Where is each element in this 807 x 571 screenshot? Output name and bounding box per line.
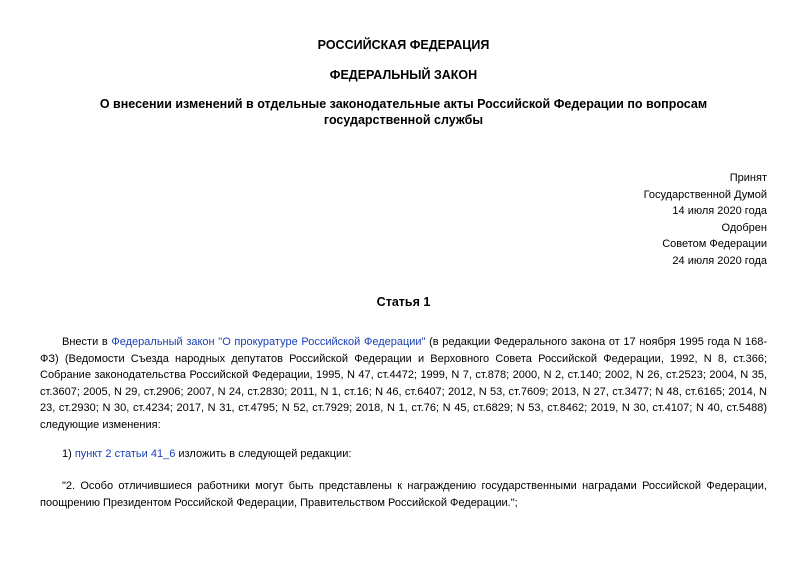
document-type: ФЕДЕРАЛЬНЫЙ ЗАКОН — [329, 68, 478, 82]
clause-link[interactable]: пункт 2 статьи 41_6 — [74, 448, 176, 460]
article-paragraph — [40, 446, 767, 463]
paragraph-text: изложить в следующей редакции: — [175, 448, 352, 460]
adoption-date: 14 июля 2020 года — [672, 205, 767, 218]
approval-line: Одобрен — [721, 221, 767, 234]
adoption-block — [644, 170, 767, 270]
paragraph-text: Внести в — [62, 336, 112, 348]
law-link[interactable]: Федеральный закон "О прокуратуре Российской Федерации" — [111, 336, 426, 348]
article-paragraph: "2. Особо отличившиеся работники могут быть представлены к награждению государственными наградами Российской Федерации, поощрению Президентом Российской Федерации, Правительством Российской Федерации."; — [40, 480, 767, 509]
article-paragraph — [40, 334, 767, 434]
document-title: О внесении изменений в отдельные законодательные акты Российской Федерации по вопросам государственной службы — [99, 97, 708, 127]
adoption-line: Принят — [729, 172, 767, 184]
document-country: РОССИЙСКАЯ ФЕДЕРАЦИЯ — [317, 38, 490, 52]
approval-date: 24 июля 2020 года — [672, 254, 767, 267]
approval-line: Советом Федерации — [662, 238, 767, 251]
paragraph-text: (в редакции Федерального закона от 17 ноября 1995 года N 168-ФЗ) (Ведомости Съезда народных депутатов Российской Федерации и Верховного Совета Российской Федерации, 1992, N 8, ст.366; Собрание законодательства Российской Федерации, 1995, N 47, ст.4472; 1999, N 7, ст.878; 2000, N 2, ст.140; 2002, N 26, ст.2523; 2004, N 35, ст.3607; 2005, N 29, ст.2906; 2007, N 24, ст.2830; 2011, N 1, ст.16; N 46, ст.6407; 2012, N 53, ст.7609; 2013, N 27, ст.3477; N 48, ст.6165; 2014, N 23, ст.2930; N 30, ст.4234; 2017, N 31, ст.4795; N 52, ст.7929; 2018, N 1, ст.76; N 45, ст.6829; N 53, ст.8462; 2019, N 30, ст.4107; N 40, ст.5488) следующие изменения: — [40, 336, 767, 431]
article-title: Статья 1 — [376, 295, 431, 309]
adoption-line: Государственной Думой — [643, 188, 767, 201]
paragraph-text: 1) — [62, 448, 75, 460]
